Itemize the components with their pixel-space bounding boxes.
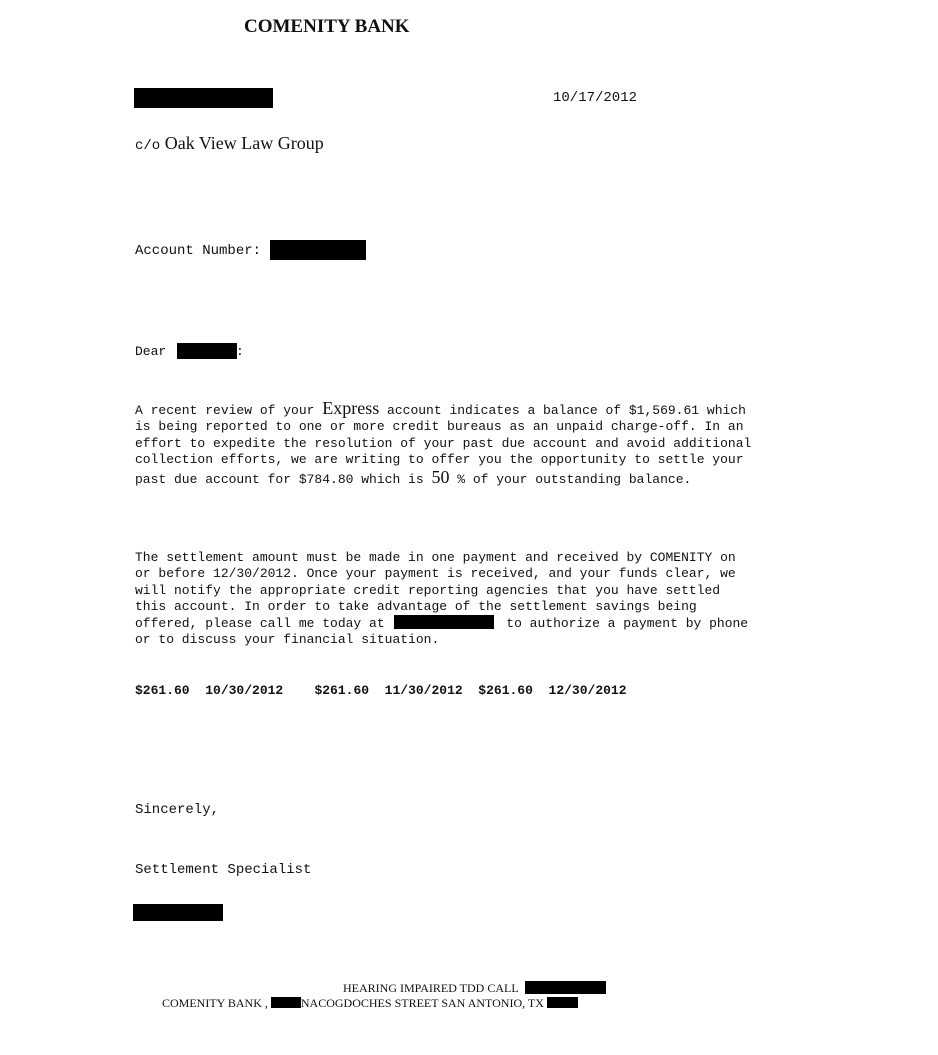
footer-address [162, 996, 578, 1011]
account-number-label: Account Number: [135, 243, 262, 259]
signer-title: Settlement Specialist [135, 862, 312, 878]
footer-bank-name: COMENITY BANK , [162, 996, 268, 1010]
payment-schedule [135, 683, 627, 698]
text-run: to authorize a payment by phone [506, 616, 749, 632]
paragraph-line: or to discuss your financial situation. [135, 632, 440, 648]
paragraph-line: collection efforts, we are writing to offer you the opportunity to settle your [135, 451, 744, 467]
text-run: % of your outstanding balance. [449, 472, 692, 488]
redacted-recipient-name [134, 88, 273, 108]
paragraph-line: will notify the appropriate credit reporting agencies that you have settled [135, 582, 721, 598]
law-group-name: Oak View Law Group [164, 133, 324, 153]
redacted-tdd-number [525, 981, 606, 994]
redacted-phone-number [394, 615, 494, 629]
text-run: offered, please call me today at [135, 616, 385, 632]
payment-amount: $261.60 [135, 683, 190, 698]
footer-street: NACOGDOCHES STREET SAN ANTONIO, TX [300, 996, 544, 1010]
letter-date: 10/17/2012 [553, 90, 638, 106]
text-run: A recent review of your [135, 403, 323, 418]
redacted-zip-code [547, 997, 578, 1008]
text-run: past due account for $784.80 which is [135, 472, 432, 488]
payment-amount: $261.60 [478, 683, 533, 698]
redacted-addressee-name [177, 343, 237, 359]
balance-paragraph [135, 398, 752, 488]
paragraph-line: effort to expedite the resolution of your past due account and avoid additional [135, 435, 752, 451]
payment-date: 10/30/2012 [205, 683, 284, 698]
payment-date: 11/30/2012 [384, 683, 463, 698]
redacted-street-number [271, 997, 301, 1008]
redacted-account-number [270, 240, 366, 260]
paragraph-line: or before 12/30/2012. Once your payment is received, and your funds clear, we [135, 566, 736, 582]
salutation: Dear [135, 344, 167, 359]
care-of-prefix: c/o [135, 138, 161, 154]
care-of-line [135, 133, 324, 154]
payment-date: 12/30/2012 [548, 683, 627, 698]
bank-header: COMENITY BANK [244, 16, 410, 37]
salutation-colon: : [236, 344, 244, 359]
payment-amount: $261.60 [314, 683, 370, 698]
closing: Sincerely, [135, 802, 220, 818]
paragraph-line [135, 467, 751, 488]
settlement-percent: 50 [431, 467, 450, 488]
text-run: account indicates a balance of $1,569.61 which [379, 403, 746, 418]
paragraph-line: The settlement amount must be made in one payment and received by COMENITY on [135, 550, 736, 565]
paragraph-line: this account. In order to take advantage of the settlement savings being [135, 598, 697, 614]
paragraph-line [135, 615, 748, 632]
footer-tdd-line: HEARING IMPAIRED TDD CALL [343, 981, 519, 995]
settlement-paragraph [135, 550, 748, 649]
redacted-signer-name [133, 904, 223, 921]
paragraph-line [135, 398, 751, 419]
store-brand-name: Express [322, 398, 380, 418]
paragraph-line: is being reported to one or more credit bureaus as an unpaid charge-off. In an [135, 419, 744, 435]
